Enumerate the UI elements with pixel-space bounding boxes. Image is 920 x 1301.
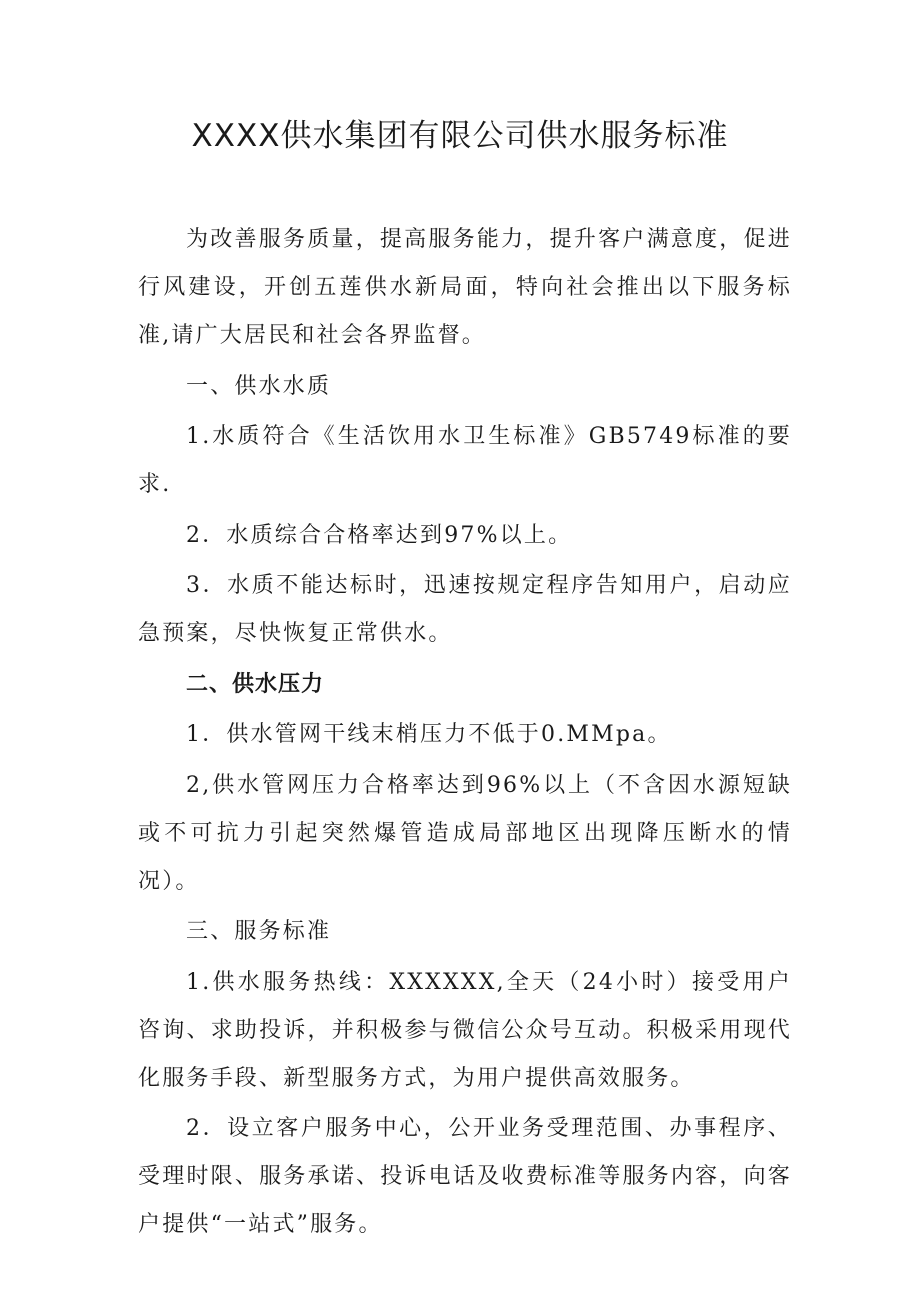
water-quality-item-1: 1.水质符合《生活饮用水卫生标准》GB5749标准的要求.: [138, 424, 792, 497]
intro-paragraph: 为改善服务质量，提高服务能力，提升客户满意度，促进行风建设，开创五莲供水新局面，特向社会推出以下服务标准,请广大居民和社会各界监督。: [138, 227, 792, 348]
service-standard-item-2: 2．设立客户服务中心，公开业务受理范围、办事程序、受理时限、服务承诺、投诉电话及收费标准等服务内容，向客户提供“一站式”服务。: [138, 1116, 792, 1237]
service-standard-item-1: 1.供水服务热线：XXXXXX,全天（24小时）接受用户咨询、求助投诉，并积极参与微信公众号互动。积极采用现代化服务手段、新型服务方式，为用户提供高效服务。: [138, 969, 792, 1091]
water-pressure-item-1: 1．供水管网干线末梢压力不低于0.MMpa。: [186, 722, 672, 747]
water-pressure-item-2: 2,供水管网压力合格率达到96%以上（不含因水源短缺或不可抗力引起突然爆管造成局部地区出现降压断水的情况）。: [138, 772, 792, 894]
section-heading-water-quality: 一、供水水质: [186, 373, 332, 399]
document-title: XXXX供水集团有限公司供水服务标准: [191, 118, 729, 154]
section-heading-water-pressure: 二、供水压力: [186, 671, 325, 697]
section-heading-service-standard: 三、服务标准: [186, 919, 332, 944]
water-quality-item-3: 3．水质不能达标时，迅速按规定程序告知用户，启动应急预案，尽快恢复正常供水。: [138, 573, 792, 646]
document-body: [138, 216, 792, 1249]
water-quality-item-2: 2．水质综合合格率达到97%以上。: [186, 522, 573, 548]
